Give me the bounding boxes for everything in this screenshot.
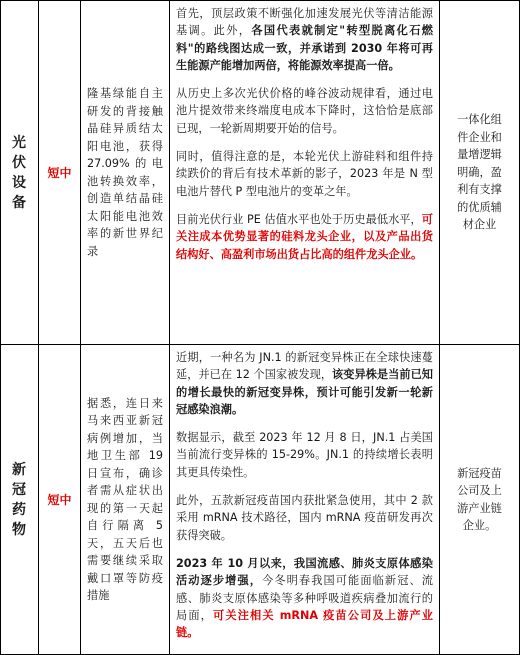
analysis-bold-text: 2023 年 10 月以来，我国流感、肺炎支原体感染活动逐步增强，: [176, 556, 433, 588]
targets-text: [440, 111, 519, 234]
analysis-cell: [170, 345, 440, 655]
analysis-paragraph: [176, 5, 433, 74]
targets-line: 公司及上: [457, 484, 502, 497]
term-badge: 短中: [47, 166, 72, 180]
table-row: [1, 1, 520, 345]
targets-cell: [440, 1, 520, 345]
analysis-text: 首先，顶层政策不断强化加速发展光伏等清洁能源基调。此外，: [176, 7, 433, 38]
targets-line: 一体化组: [457, 113, 502, 127]
analysis-paragraph: [176, 148, 433, 200]
targets-line: 新冠疫苗: [457, 466, 502, 480]
table-row: [1, 345, 520, 655]
analysis-paragraph: [176, 349, 433, 418]
analysis-highlight-text: 可关注相关 mRNA 疫苗公司及上游产业链。: [176, 608, 433, 640]
analysis-paragraph: [176, 85, 433, 137]
targets-text: [440, 465, 519, 535]
analysis-text: 此外，五款新冠疫苗国内获批紧急使用，其中 2 款采用 mRNA 技术路径，国内 mRNA 疫苗研发再次获得突破。: [176, 494, 433, 542]
industry-name: [1, 460, 38, 540]
analysis-text: 目前光伏行业 PE 估值水平也处于历史最低水平，: [176, 212, 422, 226]
industry-char: 药: [12, 501, 27, 518]
targets-line: 件企业和: [457, 130, 502, 144]
analysis-paragraph: [176, 429, 433, 481]
industry-char: 光: [12, 134, 27, 151]
analysis-highlight-text: 可关注成本优势显著的硅料龙头企业，以及产品出货结构好、高盈利市场出货占比高的组件龙头企业。: [176, 212, 433, 261]
term-cell: [39, 345, 81, 655]
industry-cell: [1, 1, 39, 345]
targets-line: 的优质辅: [457, 200, 502, 214]
analysis-text: 今冬明春我国可能面临新冠、流感、肺炎支原体感染等多种呼吸道疾病叠加流行的局面，: [176, 574, 433, 622]
analysis-text: 从历史上多次光伏价格的峰谷波动规律看，通过电池片提效带来终端度电成本下降时，这恰恰是底部已现，一轮新周期要开始的信号。: [176, 87, 433, 135]
industry-char: 物: [12, 521, 27, 538]
analysis-bold-text: 该变异株是当前已知的增长最快的新冠变异株，预计可能引发新一轮新冠感染浪潮。: [176, 368, 433, 416]
targets-line: 企业。: [462, 519, 497, 532]
logic-text: 据悉，连日来马来西亚新冠病例增加，当地卫生部 19 日宣布，确诊者需从症状出现的第一天起自行隔离 5 天，五天后也需要继续采取戴口罩等防疫措施: [87, 396, 163, 602]
term-badge: 短中: [47, 493, 72, 507]
industry-name: [1, 133, 38, 213]
industry-cell: [1, 345, 39, 655]
targets-line: 量增逻辑: [457, 148, 502, 162]
logic-cell: [81, 1, 170, 345]
analysis-text: 同时，值得注意的是，本轮光伏上游硅料和组件持续跌价的背后有技术革新的影子，2023 年是 N 型电池片替代 P 型电池片的变革之年。: [176, 150, 433, 198]
industry-char: 伏: [12, 154, 27, 171]
industry-char: 冠: [12, 481, 27, 498]
targets-line: 游产业链: [457, 501, 502, 515]
logic-text: 隆基绿能自主研发的背接触晶硅异质结太阳电池，获得27.09%的电池转换效率，创造单结晶硅太阳能电池效率的新世界纪录: [87, 87, 163, 258]
industry-char: 设: [12, 174, 27, 191]
analysis-paragraph: [176, 555, 433, 641]
analysis-text: 数据显示，截至 2023 年 12 月 8 日，JN.1 占美国当前流行变异株的 15-29%。JN.1 的持续增长表明其更具传染性。: [176, 431, 433, 479]
targets-line: 材企业: [462, 218, 497, 232]
analysis-cell: [170, 1, 440, 345]
industry-char: 备: [12, 194, 27, 211]
term-cell: [39, 1, 81, 345]
logic-cell: [81, 345, 170, 655]
analysis-paragraph: [176, 211, 433, 263]
targets-line: 利有支撑: [457, 183, 502, 197]
targets-line: 明确，盈: [457, 165, 502, 179]
analysis-bold-text: 各国代表就制定"转型脱离化石燃料"的路线图达成一致，并承诺到 2030 年将可再生能源产能增加两倍，将能源效率提高一倍。: [176, 24, 433, 72]
industry-char: 新: [12, 461, 27, 478]
analysis-paragraph: [176, 492, 433, 544]
analysis-text: 近期，一种名为 JN.1 的新冠变异株正在全球快速蔓延，并已在 12 个国家被发现，: [176, 351, 433, 382]
targets-cell: [440, 345, 520, 655]
